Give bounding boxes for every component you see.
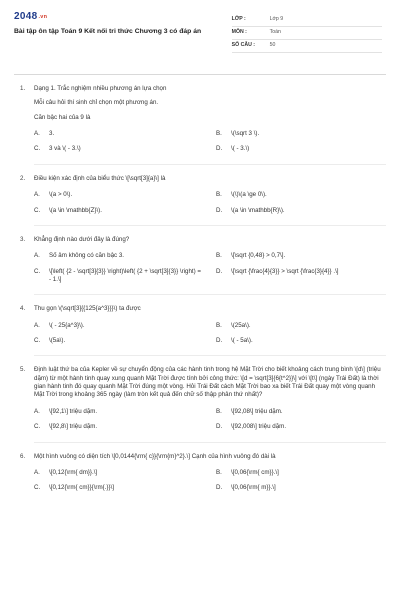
site-logo[interactable]: [14, 10, 232, 24]
question-line: Thu gọn \(\sqrt[3]{{125{a^3}}}\) ta được: [34, 305, 141, 313]
option-text: \(a \in \mathbb{Z}\).: [49, 206, 102, 214]
option-key: C.: [34, 267, 41, 275]
logo-tld-text: .vn: [38, 14, 48, 20]
option-c[interactable]: [34, 484, 204, 492]
option-key: D.: [216, 337, 223, 345]
question-3: [14, 236, 386, 295]
meta-row-grade: [232, 14, 382, 27]
option-key: A.: [34, 321, 40, 329]
answer-options: [34, 252, 386, 284]
option-b[interactable]: [216, 252, 386, 260]
option-text: \[92,008\] triệu dặm.: [231, 423, 287, 431]
meta-label: LỚP :: [231, 16, 246, 23]
option-text: \[92,08\] triệu dặm.: [231, 407, 283, 415]
option-c[interactable]: [34, 207, 204, 215]
option-text: \[0,12{\rm{ cm}}{\rm{.}}\]: [49, 484, 115, 492]
question-5: [14, 366, 386, 442]
answer-options: [34, 322, 386, 346]
meta-value: 50: [269, 42, 276, 49]
option-text: \( - 25{a^3}\).: [49, 321, 85, 329]
option-text: \(a > 0\).: [49, 191, 73, 199]
question-1: [14, 85, 386, 165]
question-4: [14, 305, 386, 356]
option-text: \[\left( {2 - \sqrt[3]{3}} \right)\left( {2 + \sqrt[3]{3}} \right) = - 1.\]: [49, 267, 202, 283]
question-number: 6.: [20, 452, 26, 460]
option-a[interactable]: [34, 469, 204, 477]
question-separator: [34, 355, 386, 356]
option-key: D.: [216, 145, 223, 153]
question-text: [34, 366, 386, 399]
question-text: [34, 453, 386, 461]
document-title: Bài tập ôn tập Toán 9 Kết nối tri thức Chương 3 có đáp án: [14, 27, 202, 35]
meta-row-subject: [232, 27, 382, 40]
option-b[interactable]: [216, 191, 386, 199]
option-d[interactable]: [216, 337, 386, 345]
option-key: A.: [34, 407, 40, 415]
option-a[interactable]: [34, 130, 204, 138]
meta-value: Lớp 9: [269, 16, 284, 23]
brand-block: [14, 8, 232, 36]
option-a[interactable]: [34, 408, 204, 416]
option-key: A.: [34, 468, 40, 476]
option-a[interactable]: [34, 191, 204, 199]
option-key: A.: [34, 252, 40, 260]
question-separator: [34, 442, 386, 443]
option-text: \(a \in \mathbb{R}\).: [231, 206, 285, 214]
question-number: 3.: [20, 235, 26, 243]
option-d[interactable]: [216, 268, 386, 285]
page-header: [14, 8, 386, 68]
option-d[interactable]: [216, 423, 386, 431]
option-key: C.: [34, 206, 41, 214]
question-text: [34, 305, 386, 313]
question-number: 2.: [20, 174, 26, 182]
option-key: C.: [34, 337, 41, 345]
option-text: Số âm không có căn bậc 3.: [49, 252, 124, 260]
option-key: A.: [34, 130, 40, 138]
option-text: \[92,1\] triệu dặm.: [49, 407, 98, 415]
option-key: D.: [216, 423, 223, 431]
meta-label: MÔN :: [231, 29, 247, 36]
option-text: \[\sqrt {\frac{4}{3}} > \sqrt {\frac{3}{4}} .\]: [231, 267, 339, 275]
option-a[interactable]: [34, 252, 204, 260]
option-key: D.: [216, 267, 223, 275]
meta-label: SỐ CÂU :: [231, 42, 255, 49]
option-text: \[0,06{\rm{ m}}.\]: [231, 484, 276, 492]
option-d[interactable]: [216, 207, 386, 215]
meta-value: Toán: [269, 29, 281, 36]
meta-table: [232, 14, 382, 53]
option-c[interactable]: [34, 337, 204, 345]
question-text: [34, 175, 386, 183]
option-text: \(5a\).: [49, 337, 66, 345]
option-key: B.: [216, 407, 222, 415]
option-c[interactable]: [34, 268, 204, 285]
answer-options: [34, 408, 386, 432]
option-text: 3.: [49, 130, 55, 138]
question-6: [14, 453, 386, 493]
option-b[interactable]: [216, 130, 386, 138]
option-text: \[0,06{\rm{ cm}}.\]: [231, 468, 279, 476]
option-text: \( - 5a\).: [231, 337, 253, 345]
option-key: C.: [34, 484, 41, 492]
option-key: B.: [216, 252, 222, 260]
option-key: D.: [216, 206, 223, 214]
option-a[interactable]: [34, 322, 204, 330]
option-b[interactable]: [216, 322, 386, 330]
question-text: [34, 85, 386, 122]
option-text: \[0,12{\rm{ dm}}.\]: [49, 468, 98, 476]
option-key: B.: [216, 191, 222, 199]
question-line: Dạng 1. Trắc nghiệm nhiều phương án lựa chọn: [34, 85, 167, 92]
question-line: Khẳng định nào dưới đây là đúng?: [34, 235, 130, 243]
option-b[interactable]: [216, 469, 386, 477]
option-d[interactable]: [216, 145, 386, 153]
option-text: \[92,8\] triệu dặm.: [49, 423, 98, 431]
question-line: Mỗi câu hỏi thí sinh chỉ chọn một phương án.: [34, 99, 159, 107]
option-c[interactable]: [34, 145, 204, 153]
meta-row-count: [232, 40, 382, 53]
option-key: D.: [216, 484, 223, 492]
question-2: [14, 175, 386, 226]
logo-main-text: 2048: [14, 11, 38, 22]
option-text: \(25a\).: [231, 321, 251, 329]
question-line: Định luật thứ ba của Kepler về sự chuyển động của các hành tinh trong hệ Mặt Trời cho biết khoảng cách trung bình \[d\] (triệu dặm) từ một hành tinh quay xung quanh Mặt Trời được tính bởi công thức: \[d = \sqrt[3]{6{t^2}}\] với \[t\] (ngày Trái Đất) là thời gian hành tinh đó quay quanh Mặt Trời đúng một vòng. Hỏi Trái Đất cách Mặt Trời bao xa biết Trái Đất quay một vòng quanh Mặt Trời trong khoảng 365 ngày (làm tròn kết quả đến chữ số thập phân thứ nhất)?: [34, 366, 381, 399]
option-key: C.: [34, 423, 41, 431]
question-number: 4.: [20, 305, 26, 313]
option-key: B.: [216, 321, 222, 329]
question-line: Điều kiện xác định của biểu thức \[\sqrt[3]{a}\] là: [34, 174, 166, 182]
option-d[interactable]: [216, 484, 386, 492]
option-text: \[\sqrt {0,48} > 0,7\].: [231, 252, 286, 260]
option-text: \( - 3.\): [231, 145, 250, 153]
option-key: B.: [216, 468, 222, 476]
option-key: B.: [216, 130, 222, 138]
option-c[interactable]: [34, 423, 204, 431]
question-separator: [34, 294, 386, 295]
answer-options: [34, 191, 386, 215]
question-number: 5.: [20, 366, 26, 374]
question-text: [34, 236, 386, 244]
question-line: Một hình vuông có diện tích \[0,0144{\rm{ c}}{\rm{m}^2}.\] Cạnh của hình vuông đó dài là: [34, 452, 276, 460]
option-text: 3 và \( - 3.\): [49, 145, 81, 153]
answer-options: [34, 130, 386, 154]
header-divider: [14, 74, 386, 75]
option-b[interactable]: [216, 408, 386, 416]
question-separator: [34, 164, 386, 165]
option-key: A.: [34, 191, 40, 199]
option-text: \(\sqrt 3 \).: [231, 130, 260, 138]
answer-options: [34, 469, 386, 493]
option-key: C.: [34, 145, 41, 153]
question-separator: [34, 225, 386, 226]
question-line: Căn bậc hai của 9 là: [34, 113, 91, 121]
option-text: \(\)\(a \ge 0\).: [231, 191, 267, 199]
question-number: 1.: [20, 85, 26, 92]
